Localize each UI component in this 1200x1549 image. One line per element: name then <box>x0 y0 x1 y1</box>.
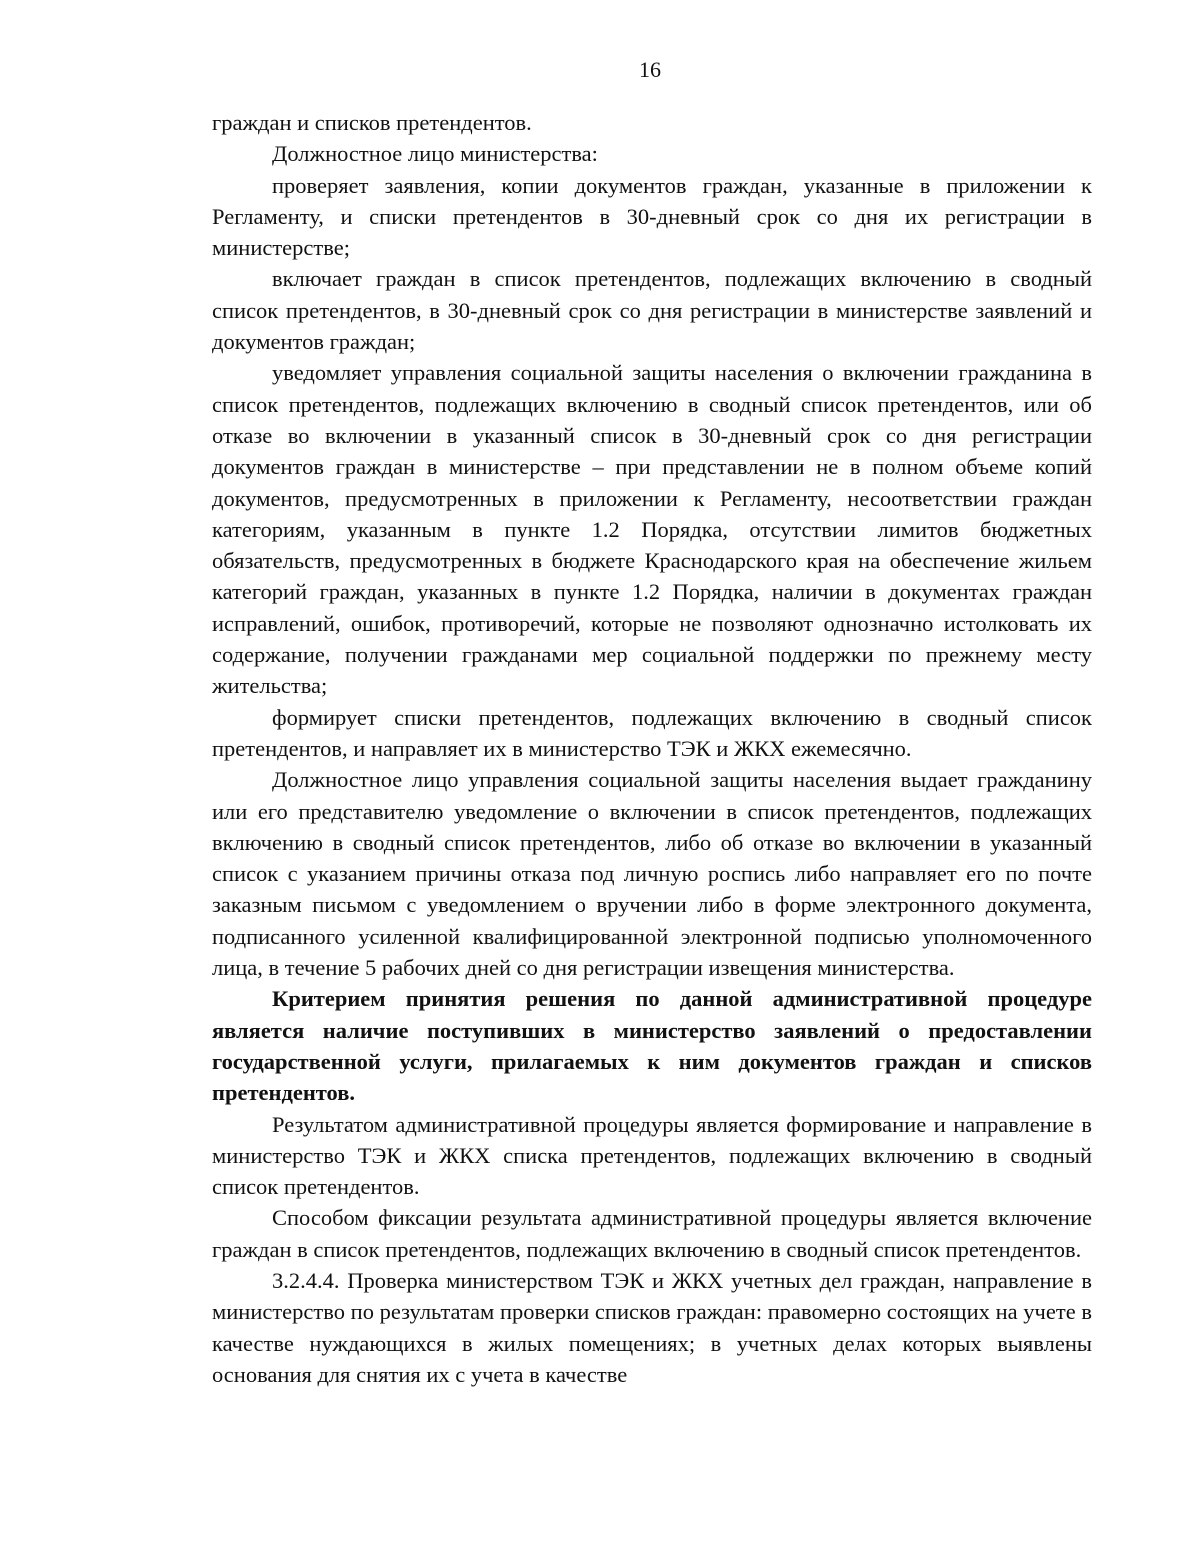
paragraph-includes-citizens: включает граждан в список претендентов, подлежащих включению в сводный список претендентов, в 30-дневный срок со дня регистрации в министерстве заявлений и документов граждан; <box>212 266 1092 355</box>
document-body <box>212 107 1092 1390</box>
paragraph-decision-criterion: Критерием принятия решения по данной административной процедуре является наличие поступивших в министерство заявлений о предоставлении государственной услуги, прилагаемых к ним документов граждан и списков претендентов. <box>212 986 1092 1106</box>
paragraph-forms-lists: формирует списки претендентов, подлежащих включению в сводный список претендентов, и направляет их в министерство ТЭК и ЖКХ ежемесячно. <box>212 704 1092 761</box>
paragraph-section-3-2-4-4: 3.2.4.4. Проверка министерством ТЭК и ЖКХ учетных дел граждан, направление в министерство по результатам проверки списков граждан: правомерно состоящих на учете в качестве нуждающихся в жилых помещениях; в учетных делах которых выявлены основания для снятия их с учета в качестве <box>212 1267 1092 1387</box>
paragraph-social-protection-official: Должностное лицо управления социальной защиты населения выдает гражданину или его представителю уведомление о включении в список претендентов, подлежащих включению в сводный список претендентов, либо об отказе во включении в указанный список с указанием причины отказа под личную роспись либо направляет его по почте заказным письмом с уведомлением о вручении либо в форме электронного документа, подписанного усиленной квалифицированной электронной подписью уполномоченного лица, в течение 5 рабочих дней со дня регистрации извещения министерства. <box>212 767 1092 981</box>
paragraph-official-duties-heading: Должностное лицо министерства: <box>272 141 598 167</box>
page-number: 16 <box>639 57 661 82</box>
paragraph-continuation: граждан и списков претендентов. <box>212 110 532 135</box>
paragraph-checks-applications: проверяет заявления, копии документов граждан, указанные в приложении к Регламенту, и списки претендентов в 30-дневный срок со дня их регистрации в министерстве; <box>212 172 1092 261</box>
paragraph-result-recording: Способом фиксации результата административной процедуры является включение граждан в список претендентов, подлежащих включению в сводный список претендентов. <box>212 1205 1092 1262</box>
paragraph-procedure-result: Результатом административной процедуры является формирование и направление в министерство ТЭК и ЖКХ списка претендентов, подлежащих включению в сводный список претендентов. <box>212 1111 1092 1200</box>
paragraph-notifies-departments: уведомляет управления социальной защиты населения о включении гражданина в список претендентов, подлежащих включению в сводный список претендентов, или об отказе во включении в указанный список в 30-дневный срок со дня регистрации документов граждан в министерстве – при представлении не в полном объеме копий документов, предусмотренных в приложении к Регламенту, несоответствии граждан категориям, указанным в пункте 1.2 Порядка, отсутствии лимитов бюджетных обязательств, предусмотренных в бюджете Краснодарского края на обеспечение жильем категорий граждан, указанных в пункте 1.2 Порядка, наличии в документах граждан исправлений, ошибок, противоречий, которые не позволяют однозначно истолковать их содержание, получении гражданами мер социальной поддержки по прежнему месту жительства; <box>212 360 1092 699</box>
